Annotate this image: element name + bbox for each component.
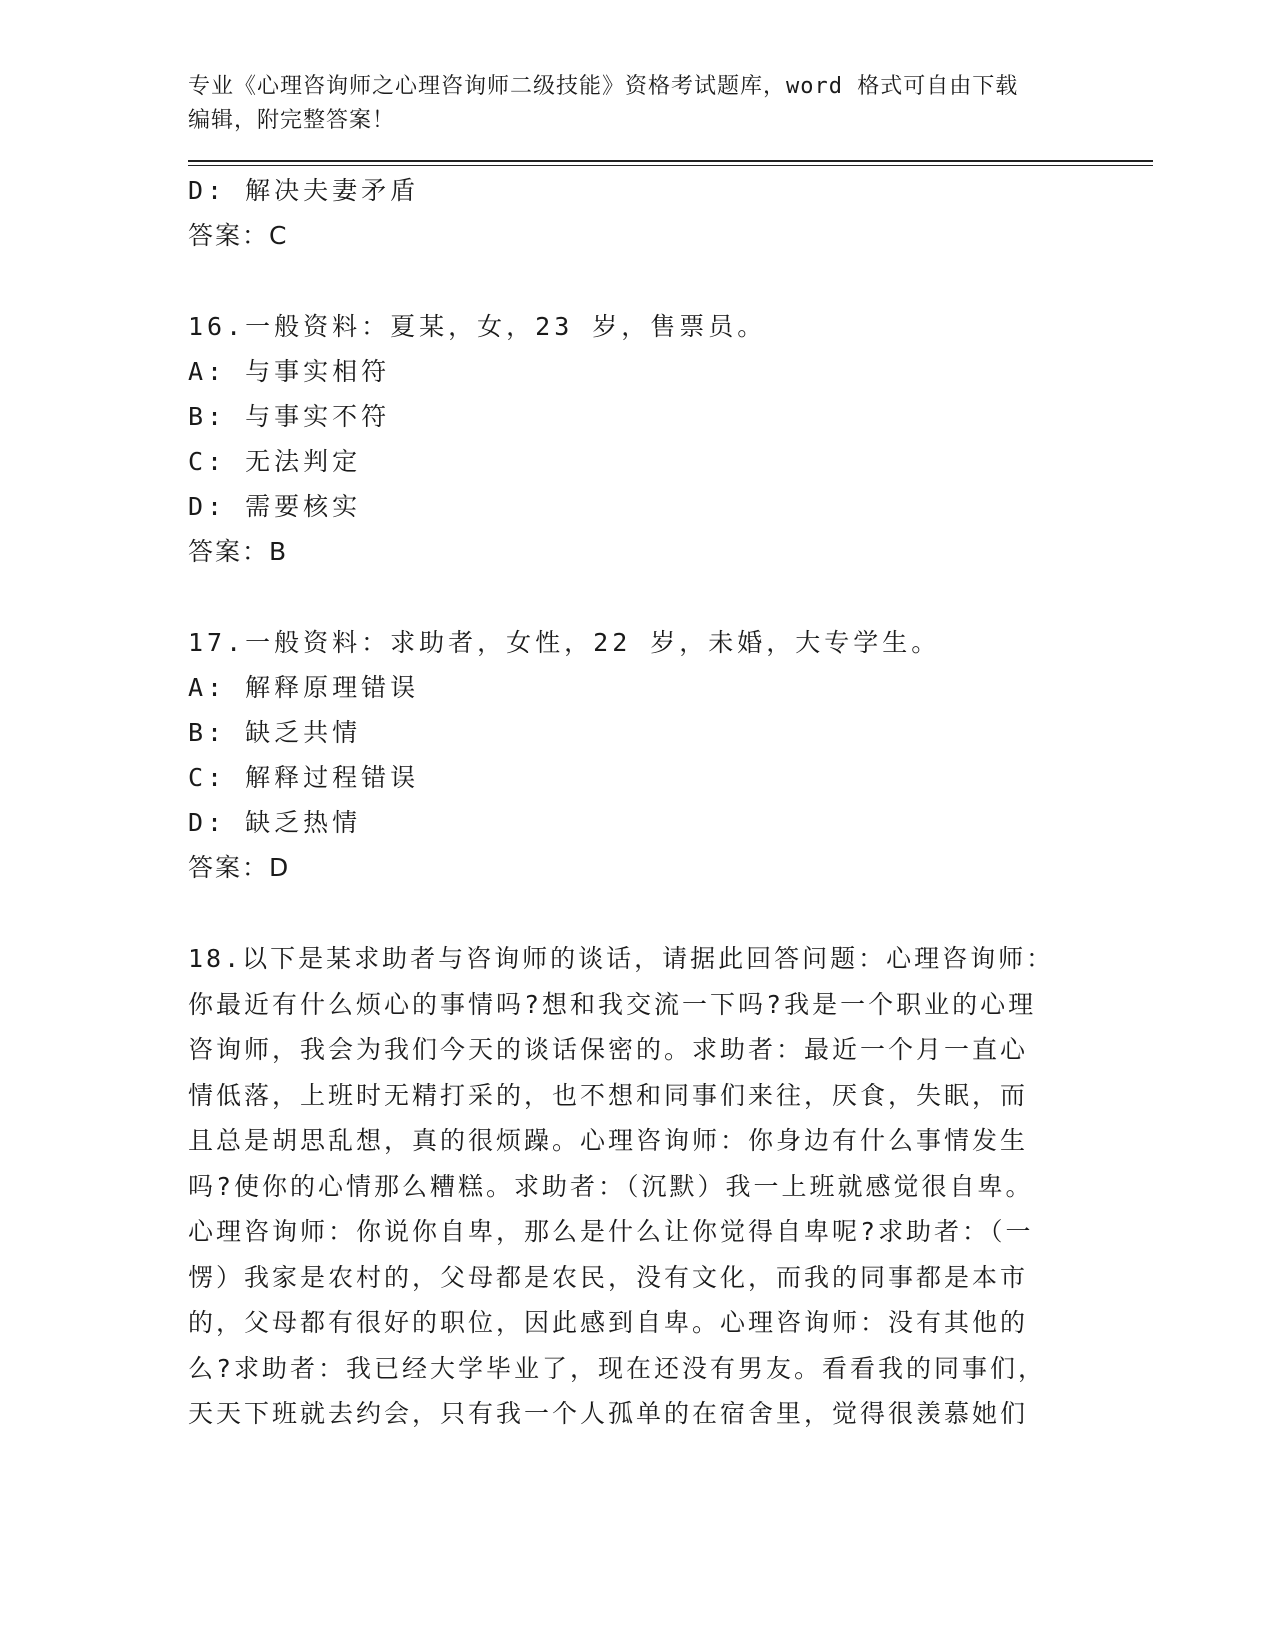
paragraph-line: 情低落，上班时无精打采的，也不想和同事们来往，厌食，失眠，而 — [188, 1080, 1029, 1110]
question-16 — [188, 304, 1068, 574]
option-b: B: 缺乏共情 — [188, 718, 362, 747]
answer-line: 答案：B — [188, 537, 289, 566]
paragraph-line: 吗?使你的心情那么糟糕。求助者：（沉默）我一上班就感觉很自卑。 — [188, 1171, 1034, 1201]
spacer — [188, 890, 1068, 936]
paragraph-line: 你最近有什么烦心的事情吗?想和我交流一下吗?我是一个职业的心理 — [188, 989, 1037, 1019]
spacer — [188, 574, 1068, 620]
answer-line: 答案：D — [188, 853, 291, 882]
document-page — [188, 70, 1068, 1437]
previous-question-tail — [188, 168, 1068, 258]
paragraph-line: 且总是胡思乱想，真的很烦躁。心理咨询师：你身边有什么事情发生 — [188, 1126, 1029, 1155]
header-line-1: 专业《心理咨询师之心理咨询师二级技能》资格考试题库，word 格式可自由下载 — [188, 74, 1019, 99]
option-a: A: 解释原理错误 — [188, 673, 420, 702]
option-d: D: 需要核实 — [188, 492, 362, 521]
header-divider — [188, 160, 1153, 166]
question-stem: 16.一般资料：夏某，女，23 岁，售票员。 — [188, 312, 767, 341]
option-c: C: 无法判定 — [188, 447, 362, 476]
paragraph-line: 18.以下是某求助者与咨询师的谈话，请据此回答问题：心理咨询师： — [188, 944, 1055, 973]
header-line-2: 编辑，附完整答案！ — [188, 108, 396, 133]
question-18 — [188, 936, 1068, 1437]
paragraph-line: 心理咨询师：你说你自卑，那么是什么让你觉得自卑呢?求助者：（一 — [188, 1217, 1034, 1246]
question-stem: 17.一般资料：求助者，女性，22 岁，未婚，大专学生。 — [188, 628, 941, 657]
paragraph-line: 愣）我家是农村的，父母都是农民，没有文化，而我的同事都是本市 — [188, 1262, 1029, 1292]
paragraph-line: 的，父母都有很好的职位，因此感到自卑。心理咨询师：没有其他的 — [188, 1308, 1029, 1337]
document-header — [188, 70, 1068, 138]
option-c: C: 解释过程错误 — [188, 763, 420, 792]
question-17 — [188, 620, 1068, 890]
option-d: D: 缺乏热情 — [188, 808, 362, 837]
option-d: D: 解决夫妻矛盾 — [188, 176, 420, 205]
paragraph-line: 么?求助者：我已经大学毕业了，现在还没有男友。看看我的同事们， — [188, 1353, 1047, 1383]
spacer — [188, 258, 1068, 304]
paragraph-line: 天天下班就去约会，只有我一个人孤单的在宿舍里，觉得很羡慕她们 — [188, 1399, 1029, 1428]
paragraph-line: 咨询师，我会为我们今天的谈话保密的。求助者：最近一个月一直心 — [188, 1035, 1029, 1064]
option-a: A: 与事实相符 — [188, 357, 391, 386]
option-b: B: 与事实不符 — [188, 402, 391, 431]
answer-line: 答案：C — [188, 221, 289, 250]
